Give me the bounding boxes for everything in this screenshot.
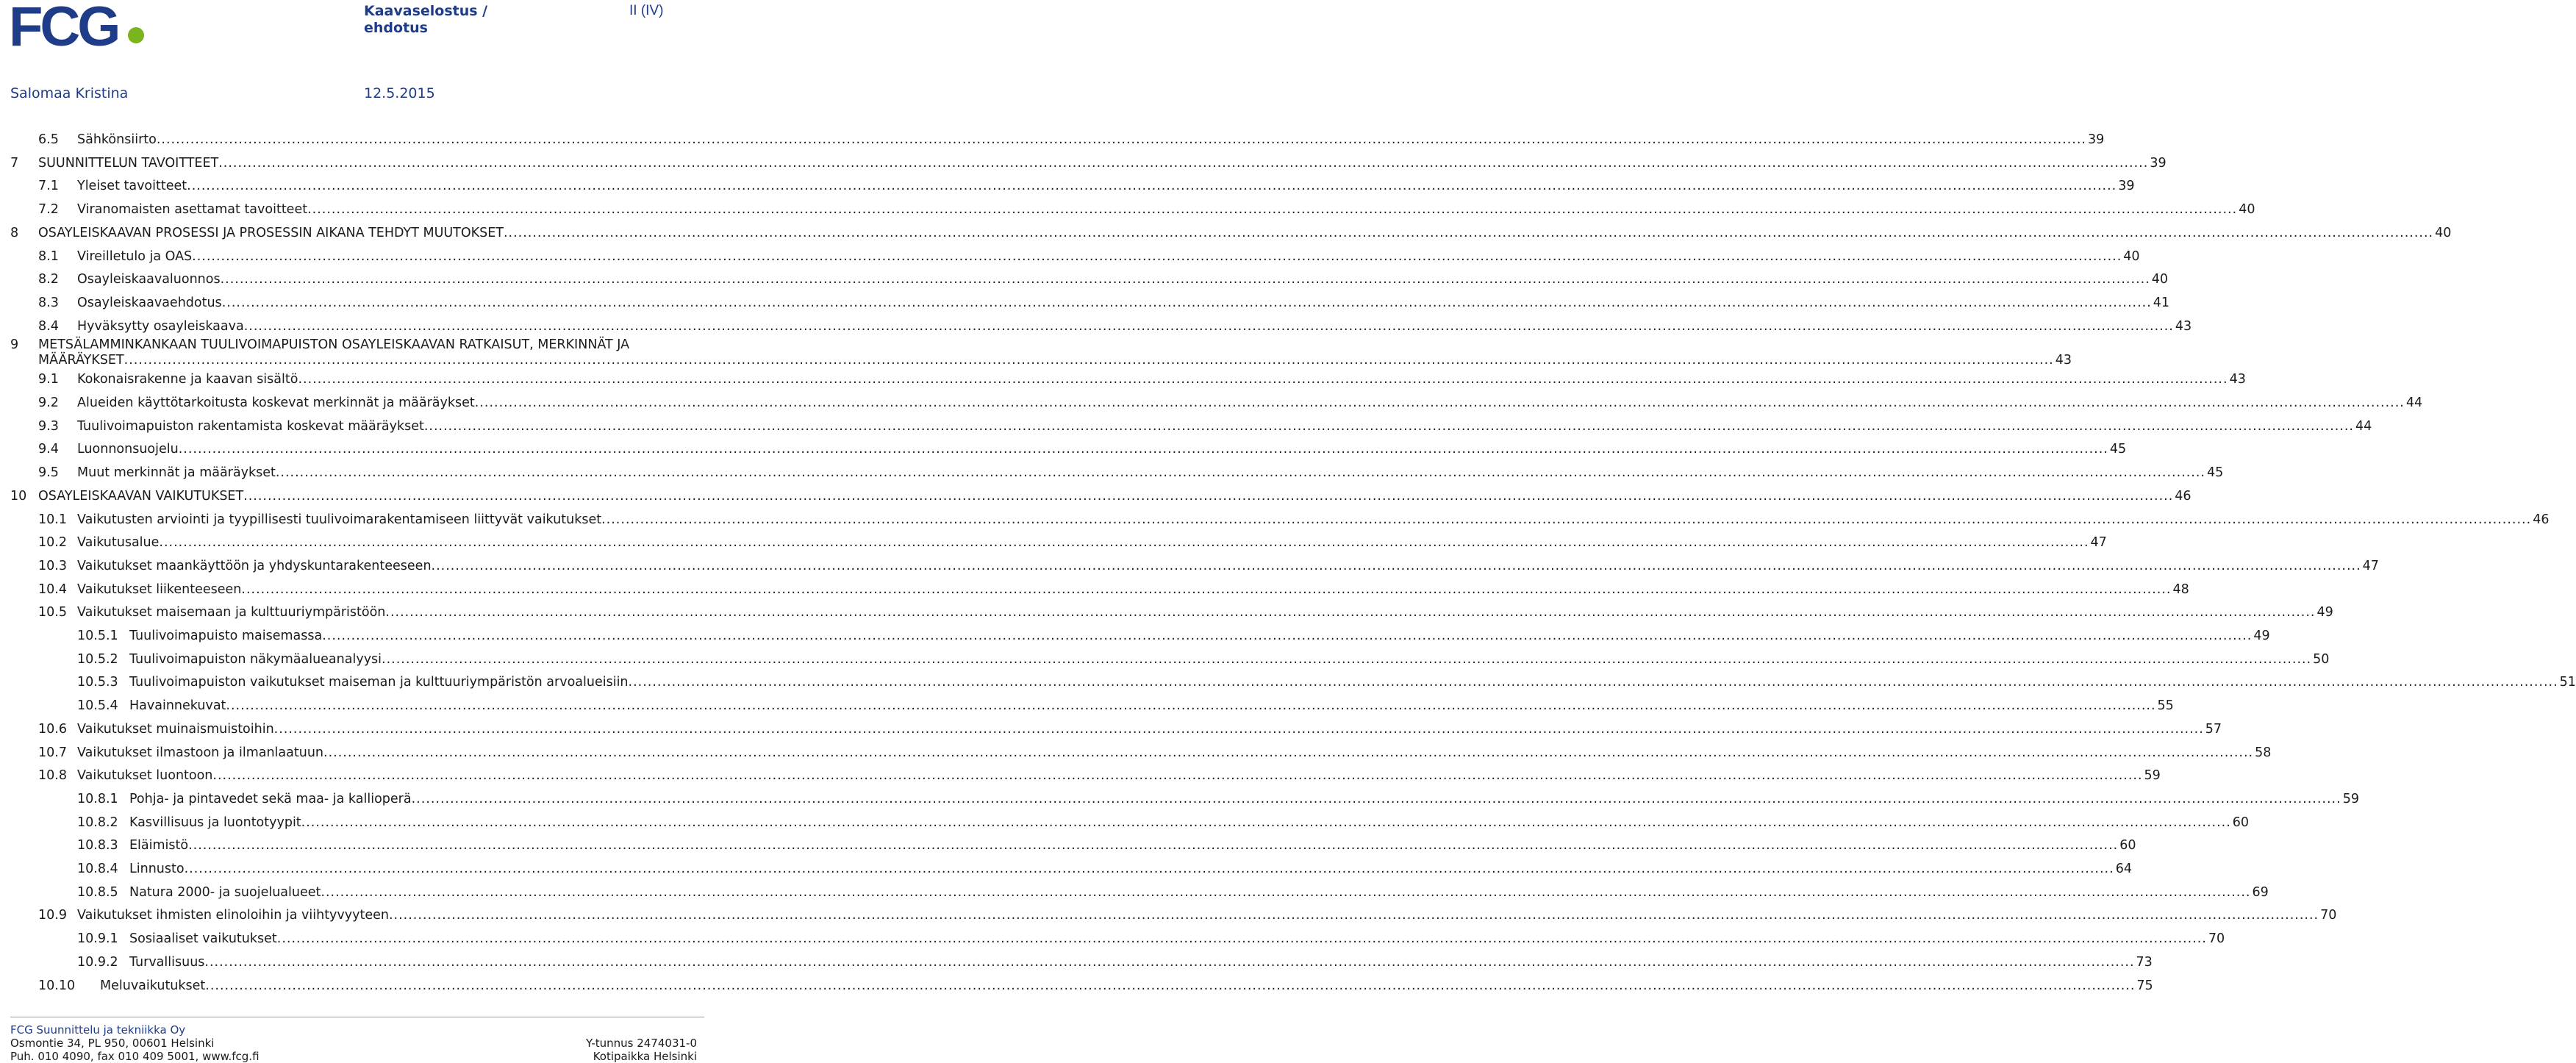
toc-entry-page: 44 [2405, 396, 2423, 410]
toc-entry-number: 10.8.2 [77, 815, 118, 830]
toc-entry-number: 10.3 [38, 558, 67, 573]
toc-leader-dots: ................................................................................................................................................................................................................................................................................................................................................................................................................ [307, 202, 2238, 218]
toc-entry-number: 10.10 [38, 978, 76, 993]
toc-entry-page: 60 [2232, 815, 2250, 830]
page-number: II (IV) [629, 3, 664, 18]
toc-entry[interactable] [0, 648, 2330, 671]
toc-entry[interactable] [0, 391, 2423, 415]
toc-leader-dots: ................................................................................................................................................................................................................................................................................................................................................................................................................ [159, 535, 2089, 551]
toc-entry-page: 58 [2255, 745, 2272, 760]
toc-entry-page: 47 [2362, 558, 2379, 573]
toc-entry-title: Viranomaisten asettamat tavoitteet [77, 202, 308, 218]
toc-entry-page: 73 [2136, 954, 2153, 970]
toc-entry-number: 10.5.2 [77, 651, 118, 667]
footer-address: Osmontie 34, PL 950, 00601 Helsinki [10, 1037, 215, 1050]
toc-entry-number: 10.8.5 [77, 884, 118, 900]
toc-entry-title: Sosiaaliset vaikutukset [129, 931, 277, 947]
toc-entry[interactable] [0, 437, 2127, 461]
toc-entry[interactable] [0, 764, 2161, 787]
toc-entry-page: 70 [2208, 931, 2225, 947]
toc-entry[interactable] [0, 315, 2192, 338]
toc-entry[interactable] [0, 198, 2255, 221]
toc-entry-page: 69 [2252, 884, 2269, 900]
toc-entry-number: 9.4 [38, 442, 59, 457]
toc-leader-dots: ................................................................................................................................................................................................................................................................................................................................................................................................................ [601, 512, 2532, 527]
toc-entry[interactable] [0, 927, 2225, 951]
toc-entry-page: 70 [2320, 908, 2337, 923]
toc-entry-title-continued: MÄÄRÄYKSET [38, 353, 124, 368]
toc-entry[interactable] [0, 415, 2372, 438]
toc-entry[interactable] [0, 787, 2359, 811]
toc-entry-number: 10.7 [38, 745, 67, 760]
toc-entry[interactable] [0, 670, 2576, 694]
toc-entry-title: Alueiden käyttötarkoitusta koskevat merkinnät ja määräykset [77, 396, 475, 410]
toc-entry-page: 39 [2150, 155, 2167, 171]
fcg-logo [9, 0, 149, 58]
toc-entry-number: 6.5 [38, 132, 59, 147]
toc-entry-title: OSAYLEISKAAVAN PROSESSI JA PROSESSIN AIKANA TEHDYT MUUTOKSET [38, 225, 504, 240]
toc-entry-page: 64 [2115, 862, 2132, 876]
toc-entry-title: Eläimistö [129, 838, 189, 853]
toc-entry-title: Tuulivoimapuiston rakentamista koskevat määräykset [77, 418, 424, 434]
toc-entry-number: 7.2 [38, 202, 59, 218]
toc-leader-dots: ................................................................................................................................................................................................................................................................................................................................................................................................................ [243, 318, 2174, 334]
toc-leader-dots: ................................................................................................................................................................................................................................................................................................................................................................................................................ [188, 838, 2119, 853]
toc-entry[interactable] [0, 128, 2105, 151]
toc-entry-page: 39 [2118, 179, 2135, 194]
toc-entry-page: 40 [2151, 272, 2168, 287]
document-title: Kaavaselostus / ehdotus [364, 3, 488, 36]
toc-entry[interactable] [0, 554, 2379, 578]
toc-leader-dots: ................................................................................................................................................................................................................................................................................................................................................................................................................ [156, 132, 2086, 147]
toc-leader-dots: ................................................................................................................................................................................................................................................................................................................................................................................................................ [184, 862, 2114, 876]
toc-leader-dots: ................................................................................................................................................................................................................................................................................................................................................................................................................ [204, 954, 2135, 970]
toc-entry-title: Yleiset tavoitteet [77, 179, 187, 194]
toc-entry[interactable] [0, 834, 2136, 857]
toc-entry[interactable] [0, 531, 2107, 554]
toc-entry-page: 39 [2087, 132, 2105, 147]
toc-entry[interactable] [0, 174, 2135, 198]
toc-leader-dots: ................................................................................................................................................................................................................................................................................................................................................................................................................ [178, 442, 2108, 457]
footer-company: FCG Suunnittelu ja tekniikka Oy [10, 1023, 186, 1037]
toc-entry-page: 43 [2175, 318, 2192, 334]
toc-leader-dots: ................................................................................................................................................................................................................................................................................................................................................................................................................ [503, 225, 2434, 240]
toc-entry-number: 8.1 [38, 248, 59, 264]
toc-entry-number: 9.2 [38, 396, 59, 410]
toc-entry-page: 40 [2123, 248, 2140, 264]
toc-entry[interactable] [0, 508, 2550, 532]
toc-entry-page: 48 [2172, 581, 2189, 597]
toc-leader-dots: ................................................................................................................................................................................................................................................................................................................................................................................................................ [301, 815, 2231, 830]
toc-entry-number: 10.5 [38, 605, 67, 620]
toc-entry-title: SUUNNITTELUN TAVOITTEET [38, 155, 219, 171]
toc-entry-page: 60 [2119, 838, 2136, 853]
toc-entry-page: 59 [2144, 768, 2161, 784]
toc-entry-title: Osayleiskaavaehdotus [77, 295, 222, 310]
toc-entry-number: 8 [10, 225, 19, 240]
toc-entry-number: 10.5.4 [77, 698, 118, 714]
toc-entry-page: 45 [2109, 442, 2127, 457]
toc-leader-dots: ................................................................................................................................................................................................................................................................................................................................................................................................................ [192, 248, 2122, 264]
toc-entry-number: 7 [10, 155, 19, 171]
toc-leader-dots: ................................................................................................................................................................................................................................................................................................................................................................................................................ [323, 745, 2254, 760]
toc-entry-title: Sähkönsiirto [77, 132, 157, 147]
toc-leader-dots: ................................................................................................................................................................................................................................................................................................................................................................................................................ [322, 629, 2253, 643]
toc-entry-number: 8.2 [38, 272, 59, 287]
toc-entry-number: 8.4 [38, 318, 59, 334]
toc-leader-dots: ................................................................................................................................................................................................................................................................................................................................................................................................................ [187, 179, 2117, 194]
toc-entry-title: Natura 2000- ja suojelualueet [129, 884, 321, 900]
toc-leader-dots: ................................................................................................................................................................................................................................................................................................................................................................................................................ [124, 353, 2054, 368]
toc-entry-number: 10.8.1 [77, 791, 118, 806]
toc-entry-title: Vaikutusalue [77, 535, 160, 551]
toc-entry-title: Turvallisuus [129, 954, 205, 970]
footer-domicile: Kotipaikka Helsinki [593, 1050, 697, 1063]
toc-leader-dots: ................................................................................................................................................................................................................................................................................................................................................................................................................ [385, 605, 2316, 620]
toc-entry-number: 10.9 [38, 908, 67, 923]
logo-dot-icon [128, 27, 144, 43]
toc-entry-title: Vaikutukset ilmastoon ja ilmanlaatuun [77, 745, 324, 760]
toc-entry-title: Vaikutukset luontoon [77, 768, 213, 784]
toc-leader-dots: ................................................................................................................................................................................................................................................................................................................................................................................................................ [474, 396, 2405, 410]
toc-entry-title: Hyväksytty osayleiskaava [77, 318, 244, 334]
toc-leader-dots: ................................................................................................................................................................................................................................................................................................................................................................................................................ [382, 651, 2312, 667]
toc-entry[interactable] [0, 484, 2192, 508]
toc-entry-title: METSÄLAMMINKANKAAN TUULIVOIMAPUISTON OSAYLEISKAAVAN RATKAISUT, MERKINNÄT JA [38, 337, 630, 353]
toc-entry-number: 10.5.1 [77, 629, 118, 643]
toc-entry[interactable] [0, 741, 2272, 765]
toc-entry-title: Linnusto [129, 862, 185, 876]
toc-entry-number: 9.3 [38, 418, 59, 434]
toc-entry-title: Havainnekuvat [129, 698, 226, 714]
toc-entry-title: Meluvaikutukset [100, 978, 206, 993]
toc-entry-page: 43 [2055, 353, 2072, 368]
toc-entry[interactable] [0, 578, 2189, 601]
toc-entry-number: 10.1 [38, 512, 67, 527]
toc-entry-title: Vaikutukset muinaismuistoihin [77, 721, 274, 737]
toc-entry[interactable] [0, 717, 2222, 741]
toc-entry[interactable] [0, 601, 2333, 624]
toc-entry[interactable] [0, 881, 2269, 904]
toc-entry-number: 10.9.2 [77, 954, 118, 970]
toc-entry[interactable] [0, 245, 2140, 268]
toc-entry[interactable] [0, 694, 2174, 717]
toc-entry-page: 40 [2435, 225, 2452, 240]
toc-entry-number: 7.1 [38, 179, 59, 194]
toc-entry-title: Tuulivoimapuiston näkymäalueanalyysi [129, 651, 382, 667]
toc-leader-dots: ................................................................................................................................................................................................................................................................................................................................................................................................................ [241, 581, 2172, 597]
toc-leader-dots: ................................................................................................................................................................................................................................................................................................................................................................................................................ [220, 272, 2150, 287]
toc-leader-dots: ................................................................................................................................................................................................................................................................................................................................................................................................................ [628, 675, 2558, 690]
toc-entry-title: Kokonaisrakenne ja kaavan sisältö [77, 372, 298, 387]
toc-leader-dots: ................................................................................................................................................................................................................................................................................................................................................................................................................ [218, 155, 2149, 171]
toc-entry-page: 43 [2229, 372, 2246, 387]
toc-leader-dots: ................................................................................................................................................................................................................................................................................................................................................................................................................ [431, 558, 2361, 573]
toc-entry-title: Vireilletulo ja OAS [77, 248, 193, 264]
toc-leader-dots: ................................................................................................................................................................................................................................................................................................................................................................................................................ [205, 978, 2136, 993]
toc-leader-dots: ................................................................................................................................................................................................................................................................................................................................................................................................................ [212, 768, 2143, 784]
toc-entry-page: 50 [2313, 651, 2330, 667]
date: 12.5.2015 [364, 85, 435, 101]
toc-entry-number: 10.8 [38, 768, 67, 784]
toc-entry-title: Muut merkinnät ja määräykset [77, 465, 276, 481]
toc-leader-dots: ................................................................................................................................................................................................................................................................................................................................................................................................................ [226, 698, 2156, 714]
toc-entry-number: 10 [10, 488, 27, 504]
toc-leader-dots: ................................................................................................................................................................................................................................................................................................................................................................................................................ [276, 931, 2207, 947]
toc-entry-title: OSAYLEISKAAVAN VAIKUTUKSET [38, 488, 244, 504]
toc-entry-page: 41 [2153, 295, 2170, 310]
toc-entry-title: Luonnonsuojelu [77, 442, 179, 457]
toc-entry-number: 10.5.3 [77, 675, 118, 690]
toc-entry-number: 10.4 [38, 581, 67, 597]
toc-entry-title: Pohja- ja pintavedet sekä maa- ja kallioperä [129, 791, 412, 806]
toc-entry-number: 9 [10, 337, 19, 353]
toc-entry-title: Vaikutukset liikenteeseen [77, 581, 242, 597]
toc-leader-dots: ................................................................................................................................................................................................................................................................................................................................................................................................................ [243, 488, 2174, 504]
toc-entry-page: 44 [2355, 418, 2372, 434]
toc-entry[interactable] [0, 368, 2246, 391]
toc-entry-page: 55 [2157, 698, 2174, 714]
toc-leader-dots: ................................................................................................................................................................................................................................................................................................................................................................................................................ [275, 465, 2205, 481]
toc-entry-title: Vaikutukset maankäyttöön ja yhdyskuntarakenteeseen [77, 558, 432, 573]
toc-entry-title: Vaikutukset maisemaan ja kulttuuriympäristöön [77, 605, 386, 620]
toc-entry-page: 40 [2239, 202, 2255, 218]
toc-entry[interactable] [0, 974, 2153, 998]
toc-entry-number: 10.2 [38, 535, 67, 551]
toc-entry-title: Vaikutusten arviointi ja tyypillisesti tuulivoimarakentamiseen liittyvät vaikutukset [77, 512, 602, 527]
toc-entry[interactable] [0, 221, 2452, 245]
toc-entry-page: 47 [2090, 535, 2107, 551]
toc-entry-page: 57 [2205, 721, 2222, 737]
toc-leader-dots: ................................................................................................................................................................................................................................................................................................................................................................................................................ [298, 372, 2228, 387]
toc-entry-number: 9.1 [38, 372, 59, 387]
toc-entry-number: 9.5 [38, 465, 59, 481]
toc-leader-dots: ................................................................................................................................................................................................................................................................................................................................................................................................................ [273, 721, 2204, 737]
toc-entry-title: Tuulivoimapuiston vaikutukset maiseman ja kulttuuriympäristön arvoalueisiin [129, 675, 629, 690]
toc-entry-page: 59 [2342, 791, 2359, 806]
toc-entry-number: 10.9.1 [77, 931, 118, 947]
toc-leader-dots: ................................................................................................................................................................................................................................................................................................................................................................................................................ [321, 884, 2251, 900]
toc-entry[interactable] [0, 624, 2270, 648]
toc-entry[interactable] [0, 291, 2170, 315]
toc-entry-title: Kasvillisuus ja luontotyypit [129, 815, 301, 830]
toc-leader-dots: ................................................................................................................................................................................................................................................................................................................................................................................................................ [423, 418, 2354, 434]
toc-entry-page: 46 [2175, 488, 2192, 504]
toc-entry[interactable] [0, 461, 2224, 484]
toc-entry[interactable] [0, 268, 2168, 291]
toc-entry-page: 45 [2206, 465, 2224, 481]
toc-leader-dots: ................................................................................................................................................................................................................................................................................................................................................................................................................ [221, 295, 2152, 310]
toc-entry-page: 51 [2559, 675, 2576, 690]
toc-entry[interactable] [0, 151, 2167, 175]
toc-entry-page: 49 [2253, 629, 2270, 643]
toc-entry[interactable] [0, 903, 2337, 927]
toc-entry-page: 49 [2316, 605, 2333, 620]
toc-leader-dots: ................................................................................................................................................................................................................................................................................................................................................................................................................ [388, 908, 2319, 923]
toc-entry-page: 46 [2533, 512, 2550, 527]
toc-leader-dots: ................................................................................................................................................................................................................................................................................................................................................................................................................ [411, 791, 2341, 806]
footer-business-id: Y-tunnus 2474031-0 [585, 1037, 697, 1050]
toc-entry-number: 8.3 [38, 295, 59, 310]
toc-entry-title: Vaikutukset ihmisten elinoloihin ja viihtyvyyteen [77, 908, 389, 923]
author: Salomaa Kristina [10, 85, 129, 101]
toc-entry-number: 10.8.4 [77, 862, 118, 876]
toc-entry-page: 75 [2136, 978, 2153, 993]
toc-entry[interactable] [0, 811, 2250, 834]
toc-entry-title: Tuulivoimapuisto maisemassa [129, 629, 323, 643]
toc-entry[interactable] [0, 857, 2132, 881]
toc-entry[interactable] [0, 951, 2153, 974]
footer-phone: Puh. 010 4090, fax 010 409 5001, www.fcg.fi [10, 1050, 260, 1063]
toc-entry-title: Osayleiskaavaluonnos [77, 272, 221, 287]
toc-entry-number: 10.6 [38, 721, 67, 737]
toc-entry-number: 10.8.3 [77, 838, 118, 853]
toc-entry[interactable] [0, 337, 2072, 371]
logo-text: FCG [9, 0, 118, 58]
